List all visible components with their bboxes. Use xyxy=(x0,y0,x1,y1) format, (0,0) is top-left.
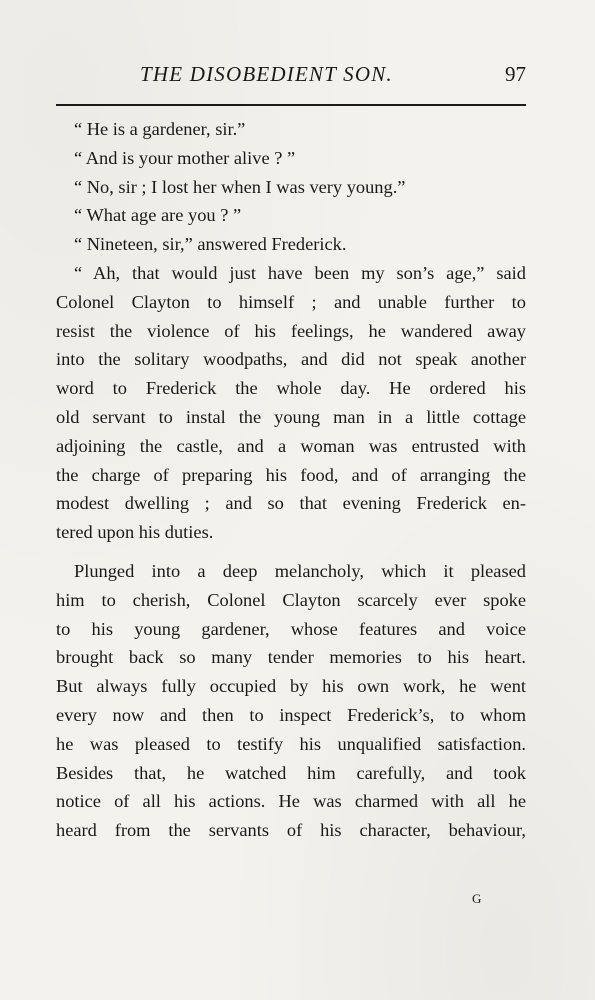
text-line: “ What age are you ? ” xyxy=(74,205,242,226)
text-line: to his young gardener, whose features and voice xyxy=(56,618,526,639)
text-line: adjoining the castle, and a woman was entrusted with xyxy=(56,435,526,456)
text-line: heard from the servants of his character, behaviour, xyxy=(56,820,526,841)
body-text xyxy=(56,115,526,845)
text-line: But always fully occupied by his own work, he went xyxy=(56,676,526,697)
text-line: every now and then to inspect Frederick’s, to whom xyxy=(56,704,526,725)
header-rule xyxy=(56,104,526,106)
text-line: Plunged into a deep melancholy, which it pleased xyxy=(74,560,526,581)
text-line: tered upon his duties. xyxy=(56,522,214,543)
text-line: word to Frederick the whole day. He ordered his xyxy=(56,378,526,399)
text-line: notice of all his actions. He was charmed with all he xyxy=(56,791,526,812)
text-line: Colonel Clayton to himself ; and unable further to xyxy=(56,291,526,312)
text-line: him to cherish, Colonel Clayton scarcely ever spoke xyxy=(56,589,526,610)
text-line: modest dwelling ; and so that evening Frederick en- xyxy=(56,493,526,514)
text-line: old servant to instal the young man in a little cottage xyxy=(56,406,526,427)
text-line: into the solitary woodpaths, and did not speak another xyxy=(56,349,526,370)
text-line: “ And is your mother alive ? ” xyxy=(74,147,296,168)
text-line: “ He is a gardener, sir.” xyxy=(74,119,246,139)
page-number: 97 xyxy=(505,62,526,86)
text-line: resist the violence of his feelings, he wandered away xyxy=(56,320,526,341)
text-line: brought back so many tender memories to his heart. xyxy=(56,647,526,668)
text-line: “ Nineteen, sir,” answered Frederick. xyxy=(74,234,347,255)
text-line: he was pleased to testify his unqualified satisfaction. xyxy=(56,733,526,754)
signature-mark: G xyxy=(472,891,482,906)
text-line: “ Ah, that would just have been my son’s age,” said xyxy=(74,262,526,283)
text-line: the charge of preparing his food, and of arranging the xyxy=(56,464,526,485)
text-line: Besides that, he watched him carefully, and took xyxy=(56,762,526,783)
running-header xyxy=(56,58,526,92)
running-title: THE DISOBEDIENT SON. xyxy=(140,62,393,86)
text-line: “ No, sir ; I lost her when I was very young.” xyxy=(74,176,406,197)
